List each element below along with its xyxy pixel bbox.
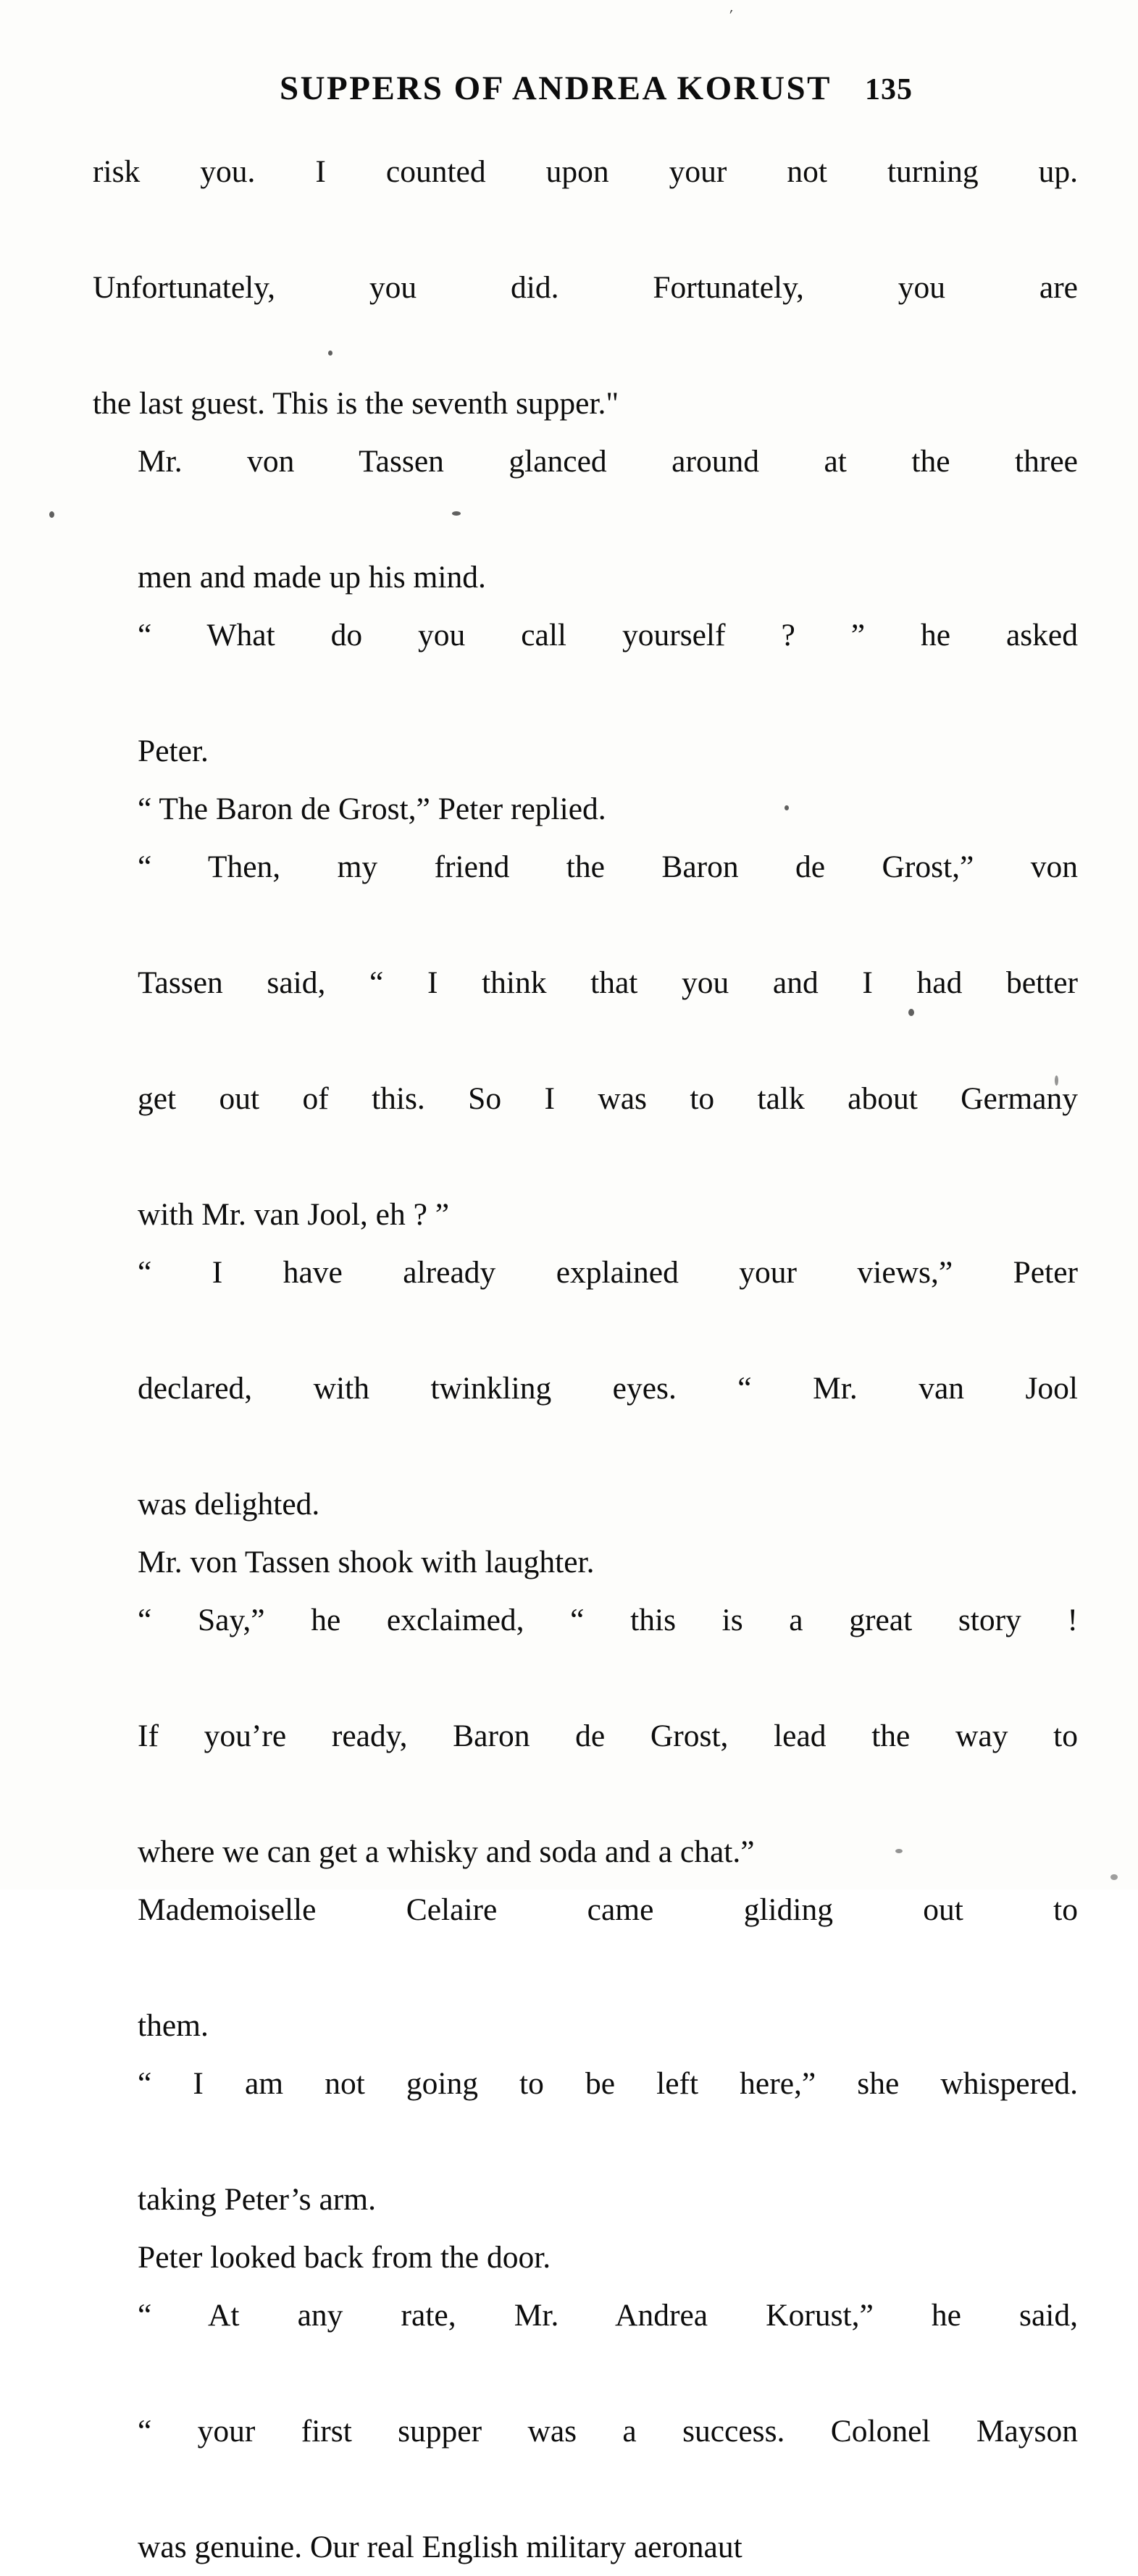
text-line: the last guest. This is the seventh supper." [93, 386, 619, 421]
text-line: declared, with twinkling eyes. “ Mr. van Jool [138, 1371, 1078, 1406]
text-line: Unfortunately, you did. Fortunately, you are [93, 270, 1078, 305]
text-line: “ I am not going to be left here,” she whispered. [138, 2066, 1078, 2101]
paragraph [93, 143, 1078, 432]
text-line: risk you. I counted upon your not turning up. [93, 154, 1078, 189]
text-line: “ your first supper was a success. Colonel Mayson [138, 2414, 1078, 2449]
text-line: Peter looked back from the door. [138, 2240, 551, 2275]
paragraph [93, 432, 1078, 606]
text-line: Mademoiselle Celaire came gliding out to [138, 1892, 1078, 1927]
paragraph [93, 606, 1078, 780]
paragraph [93, 1591, 1078, 1881]
text-line: Mr. von Tassen glanced around at the three [138, 444, 1078, 479]
text-line: Tassen said, “ I think that you and I had better [138, 965, 1078, 1000]
text-line: “ The Baron de Grost,” Peter replied. [138, 792, 606, 826]
text-line: where we can get a whisky and soda and a chat.” [138, 1834, 755, 1869]
text-line: was genuine. Our real English military aeronaut [138, 2530, 742, 2564]
paragraph [93, 838, 1078, 1243]
scan-speck [1110, 1874, 1118, 1880]
text-line: “ Then, my friend the Baron de Grost,” von [138, 849, 1078, 884]
paragraph [93, 2286, 1078, 2576]
text-line: Mr. von Tassen shook with laughter. [138, 1545, 595, 1579]
scan-artifact-top: ʹ [727, 5, 735, 25]
paragraph [93, 1881, 1078, 2055]
paragraph [93, 1243, 1078, 1533]
page-number: 135 [865, 73, 913, 106]
body-text [93, 143, 1078, 2576]
text-line: taking Peter’s arm. [138, 2182, 376, 2217]
text-line: with Mr. van Jool, eh ? ” [138, 1197, 450, 1232]
text-line: Peter. [138, 734, 209, 768]
text-line: “ What do you call yourself ? ” he asked [138, 618, 1078, 653]
text-line: them. [138, 2008, 209, 2043]
text-line: “ Say,” he exclaimed, “ this is a great story ! [138, 1603, 1078, 1637]
text-line: If you’re ready, Baron de Grost, lead the way to [138, 1719, 1078, 1753]
paragraph [93, 780, 1078, 838]
paragraph [93, 2228, 1078, 2286]
text-line: “ At any rate, Mr. Andrea Korust,” he said, [138, 2298, 1078, 2333]
text-line: was delighted. [138, 1487, 320, 1522]
text-line: get out of this. So I was to talk about Germany [138, 1081, 1078, 1116]
paragraph [93, 1533, 1078, 1591]
text-line: men and made up his mind. [138, 560, 486, 595]
page-content [93, 69, 1078, 2576]
text-line: “ I have already explained your views,” Peter [138, 1255, 1078, 1290]
paragraph [93, 2055, 1078, 2228]
running-head [93, 69, 1078, 108]
scan-speck [49, 511, 54, 518]
running-head-title: SUPPERS OF ANDREA KORUST [279, 70, 832, 107]
